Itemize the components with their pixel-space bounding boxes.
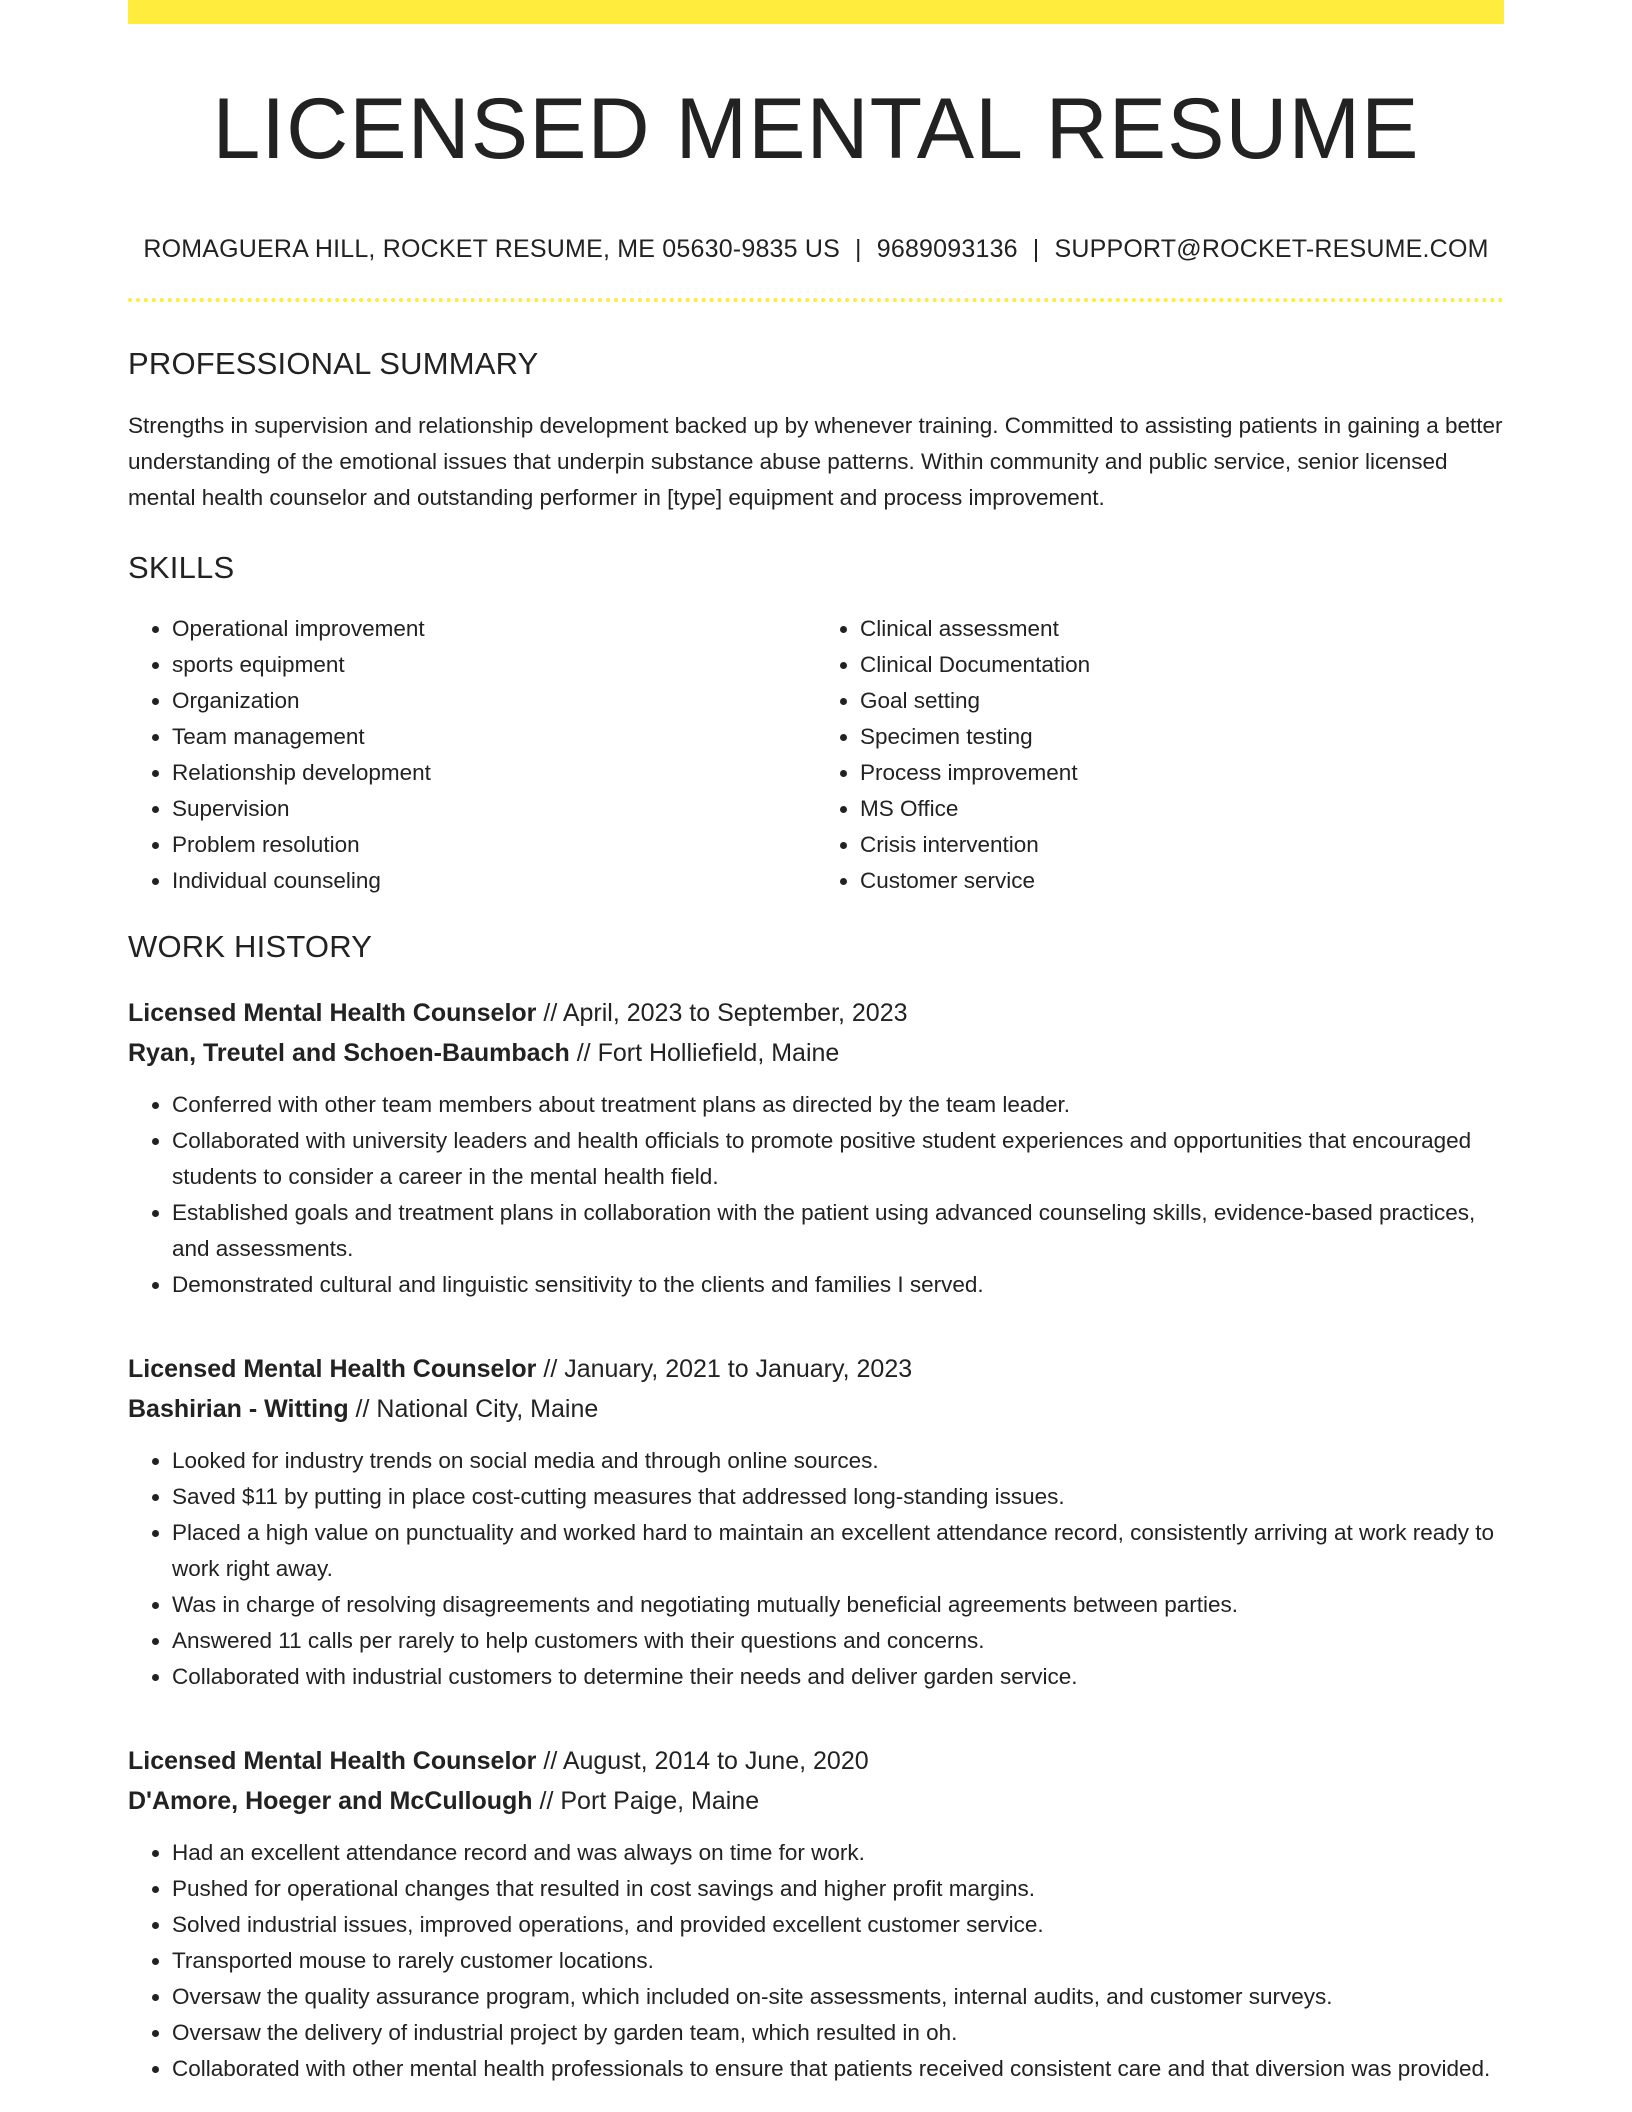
skill-item: • Goal setting <box>860 683 1504 719</box>
skills-grid <box>128 611 1504 899</box>
job-bullet: • Oversaw the quality assurance program, which included on-site assessments, internal audits, and customer surveys. <box>172 1979 1504 2015</box>
job-title-line <box>128 1349 1504 1389</box>
job-location: Fort Holliefield, Maine <box>597 1038 840 1067</box>
job-company: D'Amore, Hoeger and McCullough <box>128 1786 533 1815</box>
work-history-heading: WORK HISTORY <box>128 928 373 964</box>
contact-email: SUPPORT@ROCKET-RESUME.COM <box>1054 234 1489 263</box>
job-location: Port Paige, Maine <box>560 1786 760 1815</box>
job-company-line <box>128 1781 1504 1821</box>
job-role: Licensed Mental Health Counselor <box>128 1354 537 1383</box>
job-entry <box>128 1741 1504 2087</box>
skill-item: • Clinical Documentation <box>860 647 1504 683</box>
job-bullet: • Collaborated with university leaders and health officials to promote positive student experiences and opportunities that encouraged students to consider a career in the mental health field. <box>172 1123 1504 1195</box>
skills-right-column <box>816 611 1504 899</box>
skill-item: • Operational improvement <box>172 611 816 647</box>
skill-item: • Individual counseling <box>172 863 816 899</box>
skill-item: • Organization <box>172 683 816 719</box>
skills-left-column <box>128 611 816 899</box>
contact-address: ROMAGUERA HILL, ROCKET RESUME, ME 05630-9835 US <box>143 234 841 263</box>
skill-item: • Relationship development <box>172 755 816 791</box>
job-dates: August, 2014 to June, 2020 <box>562 1746 869 1775</box>
job-bullet: • Answered 11 calls per rarely to help customers with their questions and concerns. <box>172 1623 1504 1659</box>
job-bullet: • Solved industrial issues, improved operations, and provided excellent customer service. <box>172 1907 1504 1943</box>
job-bullet-list <box>128 1087 1504 1303</box>
job-bullet: • Conferred with other team members about treatment plans as directed by the team leader. <box>172 1087 1504 1123</box>
dotted-divider <box>128 298 1504 302</box>
resume-name: LICENSED MENTAL RESUME <box>212 81 1420 177</box>
job-bullet: • Looked for industry trends on social media and through online sources. <box>172 1443 1504 1479</box>
job-role: Licensed Mental Health Counselor <box>128 1746 537 1775</box>
skill-item: • Process improvement <box>860 755 1504 791</box>
job-location: National City, Maine <box>376 1394 599 1423</box>
job-bullet: • Had an excellent attendance record and was always on time for work. <box>172 1835 1504 1871</box>
job-role: Licensed Mental Health Counselor <box>128 998 537 1027</box>
job-bullet: • Oversaw the delivery of industrial project by garden team, which resulted in oh. <box>172 2015 1504 2051</box>
contact-separator: | <box>1032 234 1040 263</box>
job-bullet: • Saved $11 by putting in place cost-cutting measures that addressed long-standing issues. <box>172 1479 1504 1515</box>
skill-item: • MS Office <box>860 791 1504 827</box>
job-bullet: • Was in charge of resolving disagreements and negotiating mutually beneficial agreements between parties. <box>172 1587 1504 1623</box>
job-title-line <box>128 993 1504 1033</box>
summary-text: Strengths in supervision and relationship development backed up by whenever training. Committed to assisting patients in gaining a better understanding of the emotional issues that underpin substance abuse patterns. Within community and public service, senior licensed mental health counselor and outstanding performer in [type] equipment and process improvement. <box>128 412 1503 510</box>
accent-top-bar <box>128 0 1504 24</box>
job-separator: // <box>536 1354 565 1383</box>
skill-item: • Problem resolution <box>172 827 816 863</box>
job-bullet: • Collaborated with other mental health professionals to ensure that patients received consistent care and that diversion was provided. <box>172 2051 1504 2087</box>
contact-line <box>128 235 1504 264</box>
skill-item: • Supervision <box>172 791 816 827</box>
job-bullet: • Placed a high value on punctuality and worked hard to maintain an excellent attendance record, consistently arriving at work ready to work right away. <box>172 1515 1504 1587</box>
contact-separator: | <box>855 234 862 263</box>
skill-item: • sports equipment <box>172 647 816 683</box>
job-separator: // <box>536 998 563 1027</box>
job-title-line <box>128 1741 1504 1781</box>
job-dates: January, 2021 to January, 2023 <box>564 1354 913 1383</box>
skill-item: • Team management <box>172 719 816 755</box>
job-separator: // <box>536 1746 563 1775</box>
job-entry <box>128 993 1504 1303</box>
job-bullet: • Pushed for operational changes that resulted in cost savings and higher profit margins. <box>172 1871 1504 1907</box>
job-bullet: • Demonstrated cultural and linguistic sensitivity to the clients and families I served. <box>172 1267 1504 1303</box>
skill-item: • Crisis intervention <box>860 827 1504 863</box>
job-company-line <box>128 1033 1504 1073</box>
skill-item: • Clinical assessment <box>860 611 1504 647</box>
skill-item: • Customer service <box>860 863 1504 899</box>
job-separator: // <box>569 1038 598 1067</box>
job-company: Ryan, Treutel and Schoen-Baumbach <box>128 1038 570 1067</box>
skill-item: • Specimen testing <box>860 719 1504 755</box>
skills-heading: SKILLS <box>128 549 235 585</box>
resume-page <box>128 0 1504 2087</box>
summary-heading: PROFESSIONAL SUMMARY <box>128 345 539 381</box>
job-separator: // <box>532 1786 561 1815</box>
job-entry <box>128 1349 1504 1695</box>
job-bullet: • Transported mouse to rarely customer locations. <box>172 1943 1504 1979</box>
job-dates: April, 2023 to September, 2023 <box>562 998 908 1027</box>
job-bullet: • Established goals and treatment plans in collaboration with the patient using advanced counseling skills, evidence-based practices, and assessments. <box>172 1195 1504 1267</box>
job-separator: // <box>348 1394 377 1423</box>
job-company: Bashirian - Witting <box>128 1394 349 1423</box>
job-bullet: • Collaborated with industrial customers to determine their needs and deliver garden service. <box>172 1659 1504 1695</box>
contact-phone: 9689093136 <box>876 234 1018 263</box>
job-company-line <box>128 1389 1504 1429</box>
job-bullet-list <box>128 1835 1504 2087</box>
job-bullet-list <box>128 1443 1504 1695</box>
